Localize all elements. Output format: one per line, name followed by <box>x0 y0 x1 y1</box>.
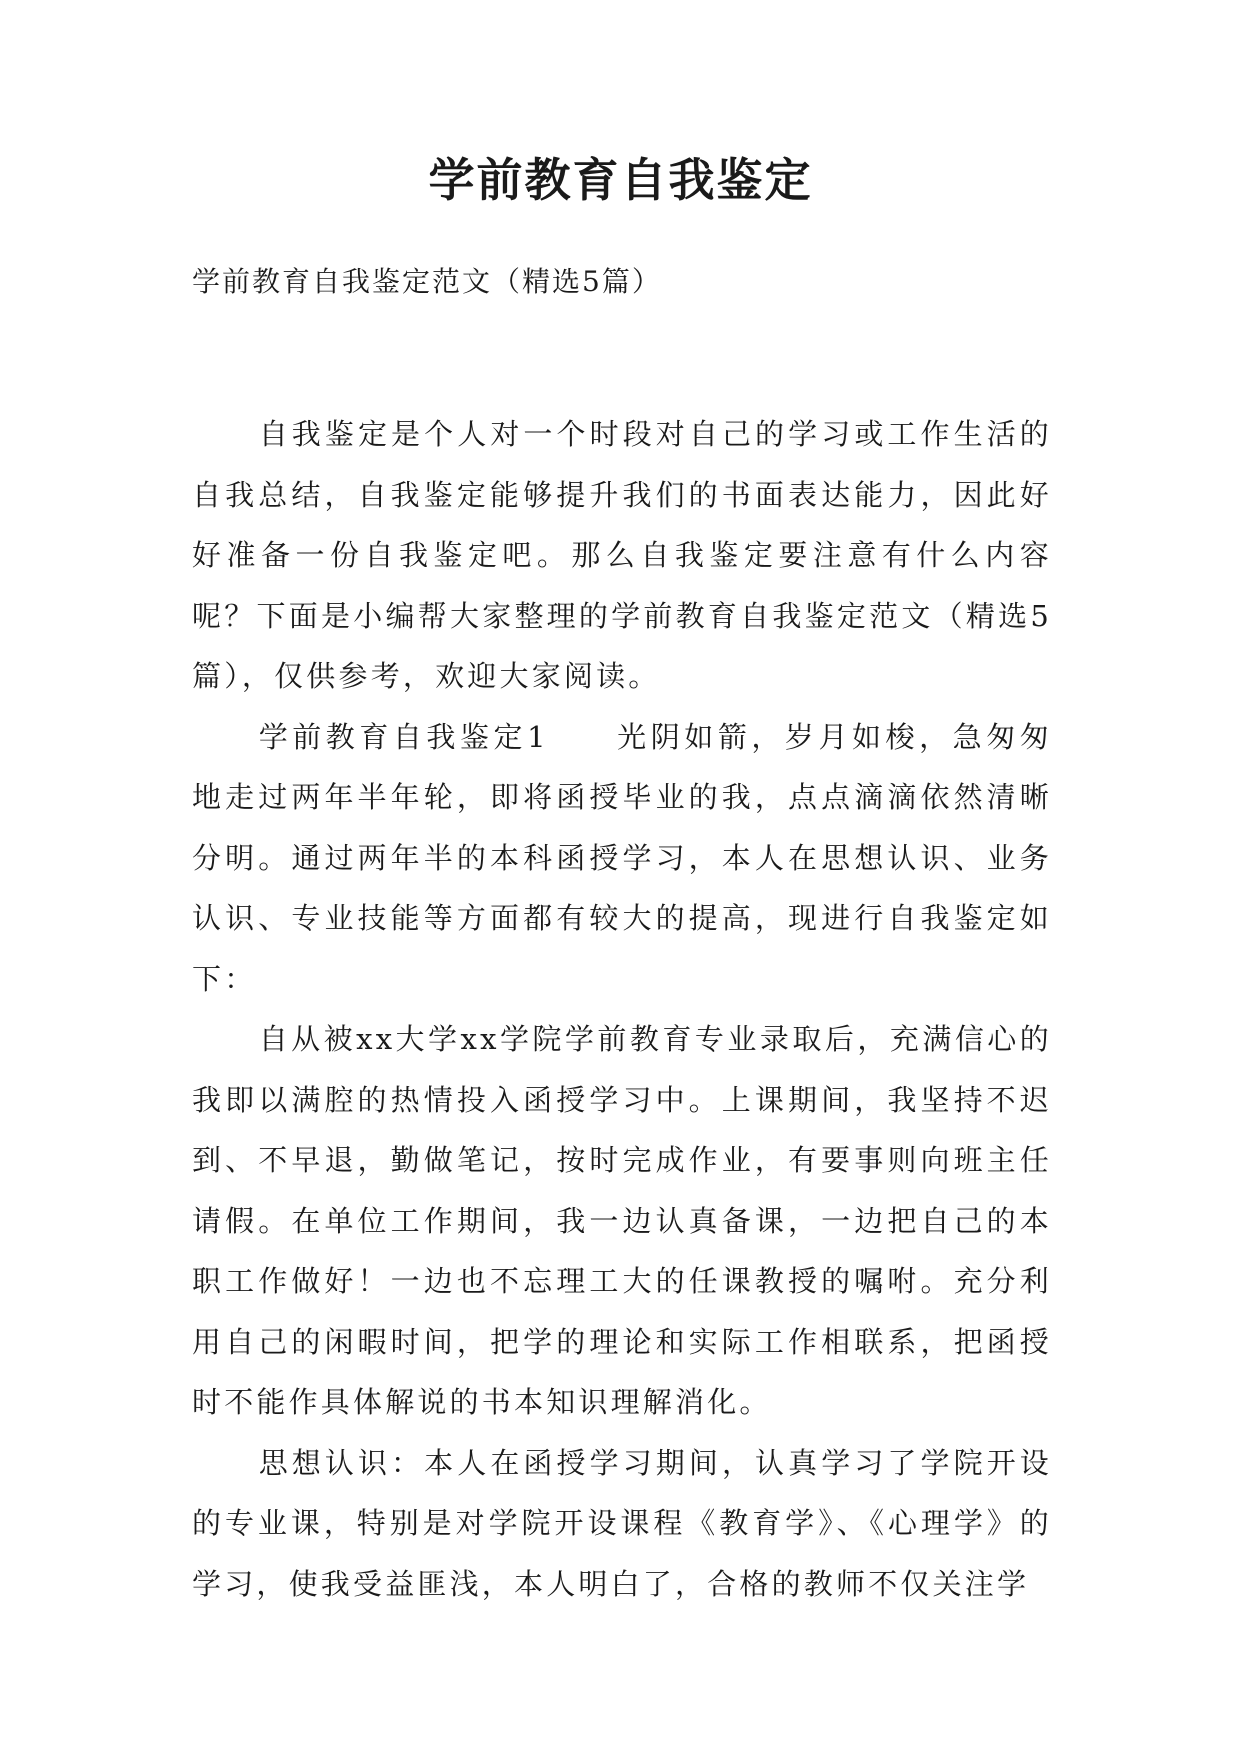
paragraph-study-attitude: 自从被xx大学xx学院学前教育专业录取后，充满信心的我即以满腔的热情投入函授学习中。上课期间，我坚持不迟到、不早退，勤做笔记，按时完成作业，有要事则向班主任请假。在单位工作期间，我一边认真备课，一边把自己的本职工作做好！一边也不忘理工大的任课教授的嘱咐。充分利用自己的闲暇时间，把学的理论和实际工作相联系，把函授时不能作具体解说的书本知识理解消化。 <box>192 1022 1052 1419</box>
document-title: 学前教育自我鉴定 <box>428 153 813 207</box>
document-subtitle: 学前教育自我鉴定范文（精选5篇） <box>192 265 662 298</box>
paragraph-intro: 自我鉴定是个人对一个时段对自己的学习或工作生活的自我总结，自我鉴定能够提升我们的书面表达能力，因此好好准备一份自我鉴定吧。那么自我鉴定要注意有什么内容呢？下面是小编帮大家整理的学前教育自我鉴定范文（精选5篇），仅供参考，欢迎大家阅读。 <box>192 417 1052 693</box>
paragraph-essay-1-opening: 学前教育自我鉴定1 光阴如箭，岁月如梭，急匆匆地走过两年半年轮，即将函授毕业的我，点点滴滴依然清晰分明。通过两年半的本科函授学习，本人在思想认识、业务认识、专业技能等方面都有较大的提高，现进行自我鉴定如下： <box>192 719 1052 996</box>
document-body <box>192 404 1052 1614</box>
paragraph-ideological-awareness: 思想认识：本人在函授学习期间，认真学习了学院开设的专业课，特别是对学院开设课程《教育学》、《心理学》的学习，使我受益匪浅，本人明白了，合格的教师不仅关注学 <box>192 1445 1052 1601</box>
